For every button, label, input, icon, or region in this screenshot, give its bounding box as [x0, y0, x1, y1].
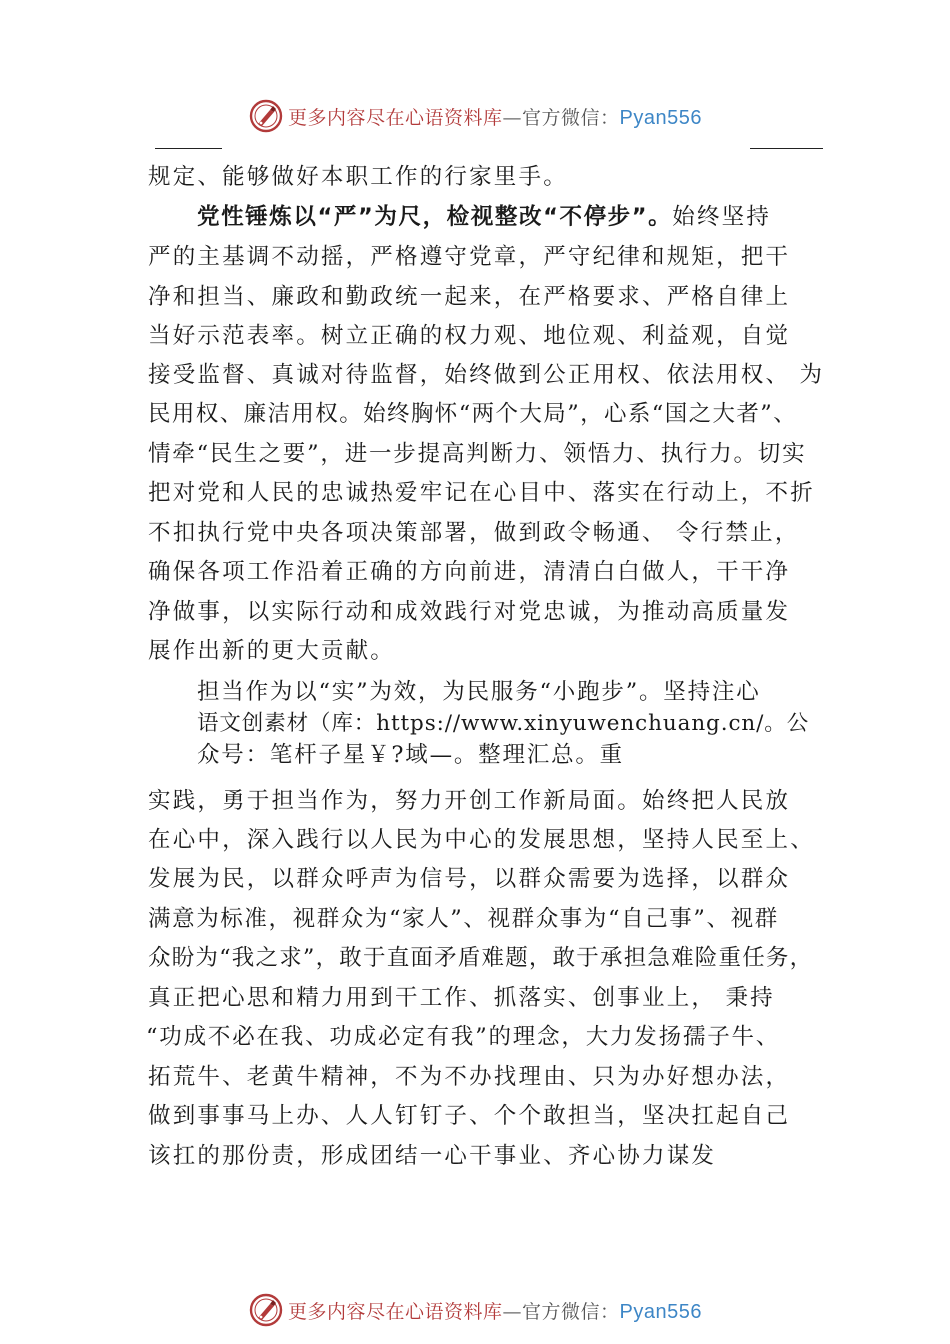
- body-line: 民用权、廉洁用权。始终胸怀“两个大局”，心系“国之大者”、: [148, 401, 798, 427]
- body-line: 该扛的那份责，形成团结一心干事业、齐心协力谋发: [148, 1143, 717, 1169]
- body-line: 展作出新的更大贡献。: [148, 638, 396, 664]
- body-line: 不扣执行党中央各项决策部署，做到政令畅通、 令行禁止，: [148, 520, 800, 546]
- body-line: 接受监督、真诚对待监督，始终做到公正用权、依法用权、 为: [148, 362, 825, 388]
- header-rule-right: [750, 148, 823, 149]
- pen-nib-seal-icon: [248, 98, 284, 134]
- body-line: 把对党和人民的忠诚热爱牢记在心目中、落实在行动上，不折: [148, 480, 815, 506]
- body-line: 满意为标准，视群众为“家人”、视群众事为“自己事”、视群: [148, 906, 779, 932]
- section-heading-line: [197, 202, 771, 232]
- banner-wechat-id: Pyan556: [619, 106, 702, 129]
- body-line: 众号：笔杆子星￥?域—。整理汇总。重: [197, 742, 624, 768]
- body-line: 拓荒牛、老黄牛精神，不为不办找理由、只为办好想办法，: [148, 1064, 791, 1090]
- header-watermark-banner: [0, 94, 950, 138]
- body-line: 始终坚持: [672, 204, 772, 230]
- banner-official-text: 官方微信：: [522, 1300, 620, 1323]
- body-line: 当好示范表率。树立正确的权力观、地位观、利益观，自觉: [148, 323, 791, 349]
- body-line: 真正把心思和精力用到干工作、抓落实、创事业上， 秉持: [148, 985, 775, 1011]
- banner-wechat-id: Pyan556: [619, 1300, 702, 1323]
- section-heading: 党性锤炼以“严”为尺，检视整改“不停步”。: [197, 204, 673, 230]
- banner-library-text: 更多内容尽在心语资料库: [288, 106, 503, 129]
- banner-separator: —: [502, 106, 523, 129]
- body-line: 做到事事马上办、人人钉钉子、个个敢担当，坚决扛起自己: [148, 1103, 791, 1129]
- body-line: 担当作为以“实”为效，为民服务“小跑步”。坚持注心: [197, 679, 761, 705]
- body-line: 发展为民，以群众呼声为信号，以群众需要为选择，以群众: [148, 866, 791, 892]
- body-line: 严的主基调不动摇，严格遵守党章，严守纪律和规矩，把干: [148, 244, 791, 270]
- footer-watermark-banner: [0, 1288, 950, 1332]
- banner-separator: —: [502, 1300, 523, 1323]
- body-line: 确保各项工作沿着正确的方向前进，清清白白做人，干干净: [148, 559, 791, 585]
- banner-official-text: 官方微信：: [522, 106, 620, 129]
- body-line: 众盼为“我之求”，敢于直面矛盾难题，敢于承担急难险重任务，: [148, 945, 814, 971]
- header-rule-left: [155, 148, 222, 149]
- body-line: 净做事，以实际行动和成效践行对党忠诚，为推动高质量发: [148, 599, 791, 625]
- pen-nib-seal-icon: [248, 1292, 284, 1328]
- body-line: 语文创素材（库：https://www.xinyuwenchuang.cn/。公: [197, 711, 810, 736]
- body-line: 情牵“民生之要”，进一步提高判断力、领悟力、执行力。切实: [148, 441, 807, 467]
- body-line: 在心中，深入践行以人民为中心的发展思想，坚持人民至上、: [148, 827, 815, 853]
- body-line: 净和担当、廉政和勤政统一起来，在严格要求、严格自律上: [148, 284, 791, 310]
- banner-caption: [288, 103, 702, 130]
- body-line: 规定、能够做好本职工作的行家里手。: [148, 164, 568, 190]
- banner-library-text: 更多内容尽在心语资料库: [288, 1300, 503, 1323]
- banner-caption: [288, 1297, 702, 1324]
- body-line: “功成不必在我、功成必定有我”的理念，大力发扬孺子牛、: [146, 1024, 781, 1050]
- body-line: 实践，勇于担当作为，努力开创工作新局面。始终把人民放: [148, 788, 791, 814]
